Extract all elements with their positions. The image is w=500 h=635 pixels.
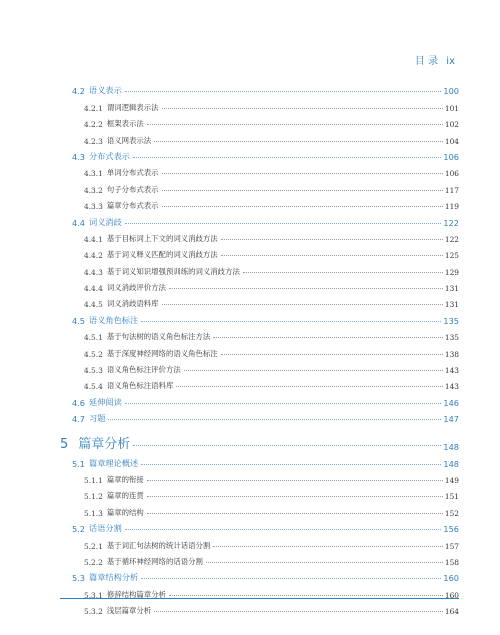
toc-entry-title: 句子分布式表示 xyxy=(106,184,159,194)
dot-leader xyxy=(162,108,443,109)
toc-entry-sec[interactable] xyxy=(0,408,500,424)
toc-entry-page-number: 131 xyxy=(444,300,459,310)
toc-entry-number: 4.4.5 xyxy=(84,300,103,310)
toc-entry-number: 4.5.4 xyxy=(84,382,103,392)
toc-entry-title: 语义角色标注语料库 xyxy=(106,381,174,391)
toc-entry-number: 5.2.1 xyxy=(84,541,103,551)
toc-entry-sec[interactable] xyxy=(0,391,500,407)
toc-entry-title: 语义角色标注评价方法 xyxy=(106,365,181,375)
toc-entry-title: 基于词义知识增强预训练的词义消歧方法 xyxy=(106,266,240,276)
dot-leader xyxy=(206,562,443,563)
toc-entry-page-number: 135 xyxy=(443,315,459,326)
dot-leader xyxy=(125,91,442,92)
dot-leader xyxy=(169,595,443,596)
dot-leader xyxy=(243,272,443,273)
toc-entry-title: 篇章的结构 xyxy=(106,507,144,517)
toc-entry-number: 4.3 xyxy=(72,151,86,162)
dot-leader xyxy=(147,480,443,481)
toc-entry-number: 5.1.1 xyxy=(84,475,103,485)
toc-entry-sub[interactable] xyxy=(0,600,500,616)
toc-entry-number: 4.5.1 xyxy=(84,333,103,343)
toc-entry-number: 4.4.2 xyxy=(84,251,103,261)
dot-leader xyxy=(147,513,443,514)
toc-entry-page-number: 143 xyxy=(444,366,459,376)
toc-entry-page-number: 149 xyxy=(444,475,459,485)
dot-leader xyxy=(125,403,442,404)
dot-leader xyxy=(162,173,443,174)
toc-entry-page-number: 106 xyxy=(443,151,459,162)
toc-entry-sub[interactable] xyxy=(0,293,500,309)
toc-entry-number: 5.2 xyxy=(72,524,86,535)
toc-entry-sub[interactable] xyxy=(0,326,500,342)
toc-entry-page-number: 156 xyxy=(443,524,459,535)
toc-entry-page-number: 117 xyxy=(444,185,459,195)
toc-entry-chap[interactable] xyxy=(0,424,500,452)
toc-entry-page-number: 151 xyxy=(444,492,459,502)
toc-entry-title: 基于词义释义匹配的词义消歧方法 xyxy=(106,250,218,260)
toc-entry-title: 习题 xyxy=(89,413,106,424)
toc-entry-sub[interactable] xyxy=(0,534,500,550)
dot-leader xyxy=(141,321,441,322)
toc-entry-title: 词义消歧评价方法 xyxy=(106,283,166,293)
toc-entry-page-number: 148 xyxy=(443,458,459,469)
toc-entry-page-number: 119 xyxy=(444,202,459,212)
toc-entry-page-number: 146 xyxy=(443,397,459,408)
dot-leader xyxy=(221,354,443,355)
toc-entry-title: 篇章的衔接 xyxy=(106,474,144,484)
toc-entry-number: 4.4.1 xyxy=(84,234,103,244)
header-page-number: ix xyxy=(446,56,455,67)
toc-entry-sec[interactable] xyxy=(0,211,500,227)
toc-entry-number: 4.7 xyxy=(72,414,86,425)
toc-entry-title: 语义网表示法 xyxy=(106,135,152,145)
toc-entry-number: 5.3 xyxy=(72,573,86,584)
toc-entry-title: 篇章结构分析 xyxy=(89,572,139,583)
toc-entry-sub[interactable] xyxy=(0,113,500,129)
toc-entry-page-number: 157 xyxy=(444,541,459,551)
dot-leader xyxy=(147,124,443,125)
toc-entry-title: 语义表示 xyxy=(89,85,122,96)
toc-entry-number: 4.5.2 xyxy=(84,349,103,359)
toc-entry-number: 4.5 xyxy=(72,315,86,326)
toc-entry-title: 词义消歧 xyxy=(89,216,122,227)
dot-leader xyxy=(162,190,443,191)
dot-leader xyxy=(162,304,443,305)
page-header xyxy=(412,52,455,67)
toc-entry-title: 基于深度神经网络的语义角色标注 xyxy=(106,348,218,358)
toc-entry-page-number: 131 xyxy=(444,284,459,294)
toc-entry-title: 分布式表示 xyxy=(89,150,130,161)
toc-entry-title: 框架表示法 xyxy=(106,119,144,129)
toc-entry-sub[interactable] xyxy=(0,469,500,485)
dot-leader xyxy=(184,370,443,371)
toc-entry-sub[interactable] xyxy=(0,96,500,112)
toc-entry-page-number: 135 xyxy=(444,333,459,343)
toc-entry-number: 4.2 xyxy=(72,86,86,97)
toc-entry-title: 谓词逻辑表示法 xyxy=(106,102,159,112)
bottom-rule xyxy=(60,598,459,599)
toc-entry-number: 4.3.2 xyxy=(84,185,103,195)
toc-entry-page-number: 148 xyxy=(443,442,459,453)
toc-entry-title: 篇章分布式表示 xyxy=(106,201,159,211)
dot-leader xyxy=(141,464,441,465)
toc-entry-number: 4.5.3 xyxy=(84,366,103,376)
dot-leader xyxy=(213,546,443,547)
toc-entry-sub[interactable] xyxy=(0,551,500,567)
toc-entry-title: 篇章理论概述 xyxy=(89,457,139,468)
toc-entry-sub[interactable] xyxy=(0,342,500,358)
dot-leader xyxy=(162,206,443,207)
dot-leader xyxy=(169,288,443,289)
toc-entry-page-number: 122 xyxy=(444,234,459,244)
toc-entry-title: 基于目标词上下文的词义消歧方法 xyxy=(106,233,218,243)
toc-entry-sub[interactable] xyxy=(0,244,500,260)
dot-leader xyxy=(133,157,441,158)
toc-entry-number: 4.6 xyxy=(72,397,86,408)
toc-entry-title: 单词分布式表示 xyxy=(106,168,159,178)
header-title: 目 录 xyxy=(414,56,439,67)
dot-leader xyxy=(154,611,443,612)
toc-entry-title: 延伸阅读 xyxy=(89,396,122,407)
toc-entry-number: 4.4 xyxy=(72,217,86,228)
toc-entry-sub[interactable] xyxy=(0,375,500,391)
toc-entry-number: 4.2.3 xyxy=(84,136,103,146)
toc-entry-page-number: 160 xyxy=(443,573,459,584)
toc-entry-number: 5.2.2 xyxy=(84,557,103,567)
toc-entry-page-number: 100 xyxy=(443,86,459,97)
toc-entry-number: 4.2.2 xyxy=(84,120,103,130)
toc-entry-page-number: 125 xyxy=(444,251,459,261)
toc-entry-number: 5.1.2 xyxy=(84,492,103,502)
toc-entry-number: 4.4.3 xyxy=(84,267,103,277)
toc-entry-page-number: 129 xyxy=(444,267,459,277)
toc-entry-title: 浅层篇章分析 xyxy=(106,606,152,616)
dot-leader xyxy=(176,386,443,387)
toc-entry-sub[interactable] xyxy=(0,501,500,517)
dot-leader xyxy=(147,496,443,497)
toc-entry-page-number: 143 xyxy=(444,382,459,392)
dot-leader xyxy=(125,529,442,530)
toc-entry-number: 4.4.4 xyxy=(84,284,103,294)
toc-entry-title: 篇章的连贯 xyxy=(106,491,144,501)
toc-entry-number: 5.3.1 xyxy=(84,590,103,600)
toc-entry-title: 语义角色标注 xyxy=(89,314,139,325)
toc-entry-title: 基于句法树的语义角色标注方法 xyxy=(106,332,211,342)
toc-entry-page-number: 160 xyxy=(444,590,459,600)
toc-entry-number: 5.1.3 xyxy=(84,508,103,518)
dot-leader xyxy=(154,141,443,142)
toc-entry-title: 话语分割 xyxy=(89,523,122,534)
dot-leader xyxy=(125,223,442,224)
toc-entry-sec[interactable] xyxy=(0,146,500,162)
toc-entry-sec[interactable] xyxy=(0,518,500,534)
toc-entry-number: 4.3.1 xyxy=(84,169,103,179)
toc-entry-sub[interactable] xyxy=(0,162,500,178)
toc-entry-page-number: 147 xyxy=(443,414,459,425)
table-of-contents xyxy=(0,80,500,616)
toc-entry-title: 基于词汇句法树的统计话语分割 xyxy=(106,540,211,550)
toc-entry-sub[interactable] xyxy=(0,195,500,211)
dot-leader xyxy=(213,337,443,338)
toc-entry-page-number: 106 xyxy=(444,169,459,179)
toc-entry-sub[interactable] xyxy=(0,260,500,276)
toc-entry-sub[interactable] xyxy=(0,129,500,145)
toc-entry-sec[interactable] xyxy=(0,80,500,96)
toc-entry-sec[interactable] xyxy=(0,452,500,468)
toc-entry-number: 4.3.3 xyxy=(84,202,103,212)
toc-entry-sec[interactable] xyxy=(0,309,500,325)
toc-entry-title: 修辞结构篇章分析 xyxy=(106,589,166,599)
dot-leader xyxy=(141,578,441,579)
toc-entry-page-number: 138 xyxy=(444,349,459,359)
toc-entry-sub[interactable] xyxy=(0,359,500,375)
toc-entry-page-number: 101 xyxy=(444,103,459,113)
toc-entry-title: 词义消歧语料库 xyxy=(106,299,159,309)
toc-entry-number: 5 xyxy=(60,437,69,453)
toc-entry-page-number: 158 xyxy=(444,557,459,567)
toc-entry-sec[interactable] xyxy=(0,567,500,583)
dot-leader xyxy=(108,419,441,420)
toc-entry-page-number: 164 xyxy=(444,607,459,617)
toc-entry-page-number: 122 xyxy=(443,217,459,228)
toc-entry-page-number: 152 xyxy=(444,508,459,518)
toc-entry-title: 篇章分析 xyxy=(78,437,131,453)
toc-entry-sub[interactable] xyxy=(0,228,500,244)
toc-entry-sub[interactable] xyxy=(0,485,500,501)
toc-entry-title: 基于循环神经网络的话语分割 xyxy=(106,556,203,566)
toc-entry-page-number: 102 xyxy=(444,120,459,130)
dot-leader xyxy=(221,255,443,256)
dot-leader xyxy=(221,239,443,240)
toc-entry-number: 4.2.1 xyxy=(84,103,103,113)
toc-entry-number: 5.1 xyxy=(72,458,86,469)
toc-entry-sub[interactable] xyxy=(0,178,500,194)
toc-entry-page-number: 104 xyxy=(444,136,459,146)
dot-leader xyxy=(133,445,441,446)
toc-entry-sub[interactable] xyxy=(0,277,500,293)
toc-entry-number: 5.3.2 xyxy=(84,607,103,617)
